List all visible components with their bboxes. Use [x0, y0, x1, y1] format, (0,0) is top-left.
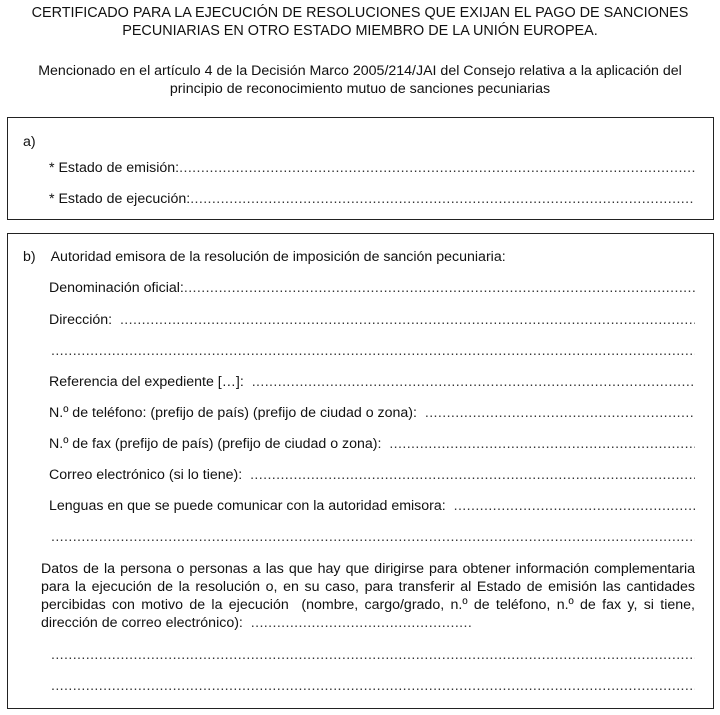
referencia-fill-line[interactable] — [252, 373, 695, 391]
referencia-label: Referencia del expediente […]: — [49, 374, 252, 390]
estado-emision-field[interactable] — [49, 159, 695, 177]
correo-label: Correo electrónico (si lo tiene): — [49, 467, 251, 483]
lenguas-field[interactable] — [49, 497, 695, 515]
datos-contacto-paragraph — [41, 560, 699, 632]
lenguas-label: Lenguas en que se puede comunicar con la autoridad emisora: — [49, 498, 454, 514]
estado-emision-fill-line[interactable] — [179, 159, 695, 177]
direccion-field[interactable] — [49, 311, 695, 329]
telefono-field[interactable] — [49, 404, 695, 422]
estado-ejecucion-fill-line[interactable] — [190, 190, 695, 208]
direccion-fill-line[interactable] — [120, 311, 695, 329]
lenguas-continuation-field[interactable] — [51, 528, 695, 546]
correo-field[interactable] — [49, 466, 695, 484]
lenguas-continuation-fill-line[interactable] — [51, 528, 695, 546]
section-a-letter: a) — [23, 134, 36, 150]
direccion-continuation-fill-line[interactable] — [51, 342, 695, 360]
datos-contacto-continuation-1-fill-line[interactable] — [51, 646, 695, 664]
document-title-line-1: CERTIFICADO PARA LA EJECUCIÓN DE RESOLUCIONES QUE EXIJAN EL PAGO DE SANCIONES — [31, 5, 689, 21]
section-b-heading: b) Autoridad emisora de la resolución de imposición de sanción pecuniaria: — [23, 249, 506, 265]
telefono-label: N.º de teléfono: (prefijo de país) (prefijo de ciudad o zona): — [49, 405, 425, 421]
document-subtitle — [6, 62, 714, 98]
datos-contacto-continuation-2-fill-line[interactable] — [51, 677, 695, 695]
direccion-continuation-field[interactable] — [51, 342, 695, 360]
denominacion-fill-line[interactable] — [184, 279, 695, 297]
fax-label: N.º de fax (prefijo de país) (prefijo de ciudad o zona): — [49, 436, 390, 452]
referencia-field[interactable] — [49, 373, 695, 391]
datos-contacto-text: Datos de la persona o personas a las que hay que dirigirse para obtener información complementaria para la ejecución de la resolución o, en su caso, para transferir al Estado de emisión las cantidades percibidas con motivo de la ejecución (nombre, cargo/grado, n.º de teléfono, n.º de fax y, si tiene, dirección de correo electrónico): — [41, 561, 699, 631]
lenguas-fill-line[interactable] — [454, 497, 695, 515]
fax-field[interactable] — [49, 435, 695, 453]
estado-emision-label: * Estado de emisión: — [49, 160, 180, 176]
document-subtitle-line-2: principio de reconocimiento mutuo de sanciones pecuniarias — [169, 81, 551, 97]
document-title-line-2: PECUNIARIAS EN OTRO ESTADO MIEMBRO DE LA UNIÓN EUROPEA. — [122, 23, 598, 39]
denominacion-field[interactable] — [49, 279, 695, 297]
estado-ejecucion-label: * Estado de ejecución: — [49, 191, 191, 207]
telefono-fill-line[interactable] — [425, 404, 695, 422]
datos-contacto-fill-line[interactable] — [251, 614, 473, 632]
document-title — [0, 4, 720, 40]
document-subtitle-line-1: Mencionado en el artículo 4 de la Decisión Marco 2005/214/JAI del Consejo relativa a la aplicación del — [38, 63, 682, 79]
denominacion-label: Denominación oficial: — [49, 280, 184, 296]
datos-contacto-continuation-1[interactable] — [51, 646, 695, 664]
fax-fill-line[interactable] — [389, 435, 695, 453]
datos-contacto-continuation-2[interactable] — [51, 677, 695, 695]
correo-fill-line[interactable] — [250, 466, 695, 484]
direccion-label: Dirección: — [49, 312, 120, 328]
estado-ejecucion-field[interactable] — [49, 190, 695, 208]
